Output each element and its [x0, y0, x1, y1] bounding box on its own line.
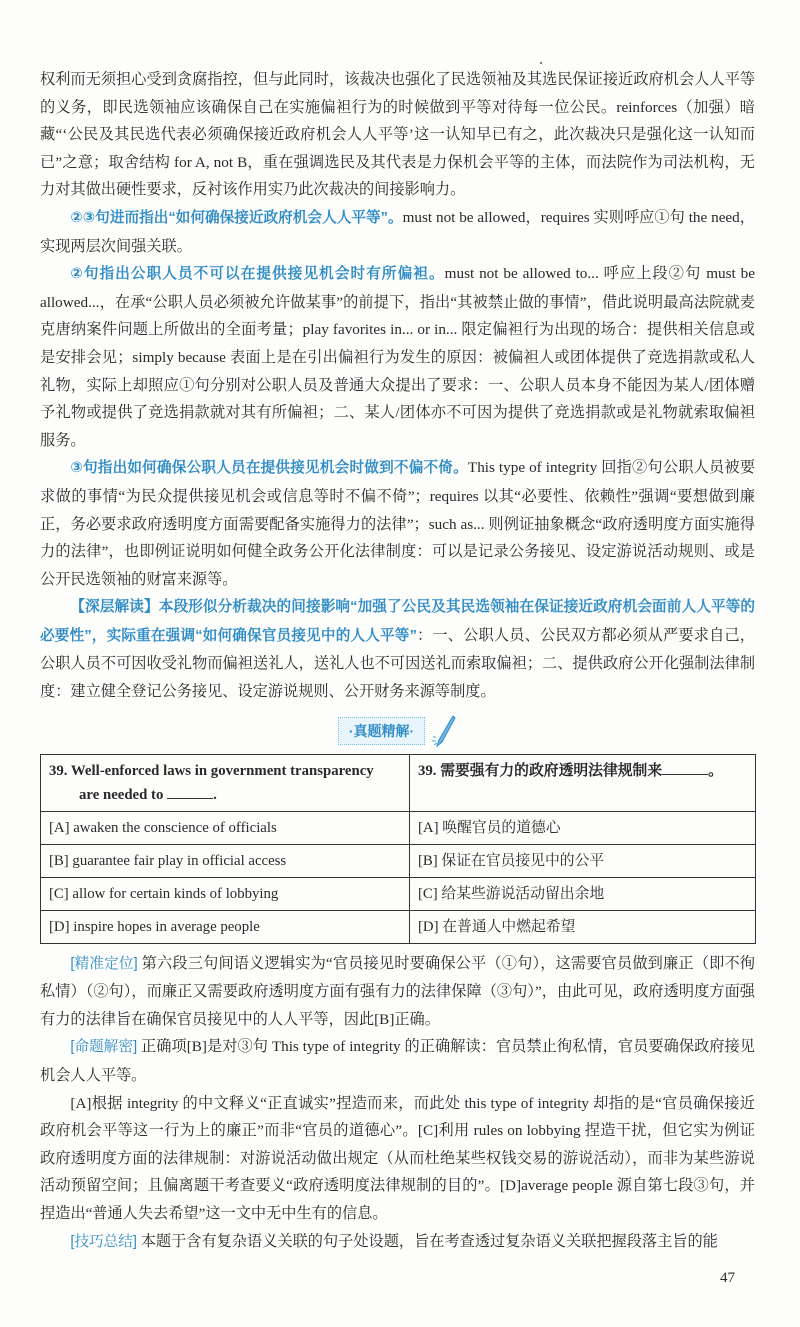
option-a-zh: [A] 唤醒官员的道德心: [410, 811, 756, 844]
table-row: [41, 844, 756, 877]
table-row: [41, 877, 756, 910]
skill-summary-tag: [技巧总结]: [70, 1233, 137, 1250]
paragraph-1: 权利而无须担心受到贪腐指控，但与此同时，该裁决也强化了民选领袖及其选民保证接近政府机会人人平等的义务，即民选领袖应该确保自己在实施偏袒行为的时候做到平等对待每一位公民。reinforces（加强）暗藏“‘公民及其民选代表必须确保接近政府机会人人平等’这一认知早已有之，此次裁决只是强化这一认知而已”之意；取舍结构 for A, not B，重在强调选民及其代表是力保机会平等的主体，而法院作为司法机构，无力对其做出硬性要求，反衬该作用实乃此次裁决的间接影响力。: [40, 71, 755, 199]
option-b-en: [B] guarantee fair play in official access: [41, 844, 410, 877]
precise-location: [40, 950, 755, 1034]
question-decode-tag: [命题解密]: [70, 1039, 138, 1056]
distractor-analysis: [A]根据 integrity 的中文释义“正直诚实”捏造而来，而此处 this type of integrity 却指的是“官员确保接近政府机会平等这一行为上的廉正”而非“官员的道德心”。[C]利用 rules on lobbying 捏造干扰，但它实为例证政府透明度方面的法律规制：对游说活动做出规定（从而杜绝某些权钱交易的游说活动），而非为某些游说活动预留空间；且偏离题干考查要义“政府透明度法律规制的目的”。[D]average people 源自第七段③句，并捏造出“普通人失去希望”这一文中无中生有的信息。: [40, 1094, 755, 1222]
option-d-zh: [D] 在普通人中燃起希望: [410, 910, 756, 943]
deep-reading-paragraph: [40, 593, 755, 705]
precise-location-body: 第六段三句间语义逻辑实为“官员接见时要确保公平（①句），这需要官员做到廉正（即不徇私情）（②句），而廉正又需要政府透明度方面有强有力的法律保障（③句）”，由此可见，政府透明度方面强有力的法律旨在确保官员接见中的人人平等，因此[B]正确。: [40, 954, 755, 1028]
question-en-end: .: [213, 786, 217, 803]
paragraph-4-lead: ③句指出如何确保公职人员在提供接见机会时做到不偏不倚。: [70, 460, 468, 477]
table-row: [41, 811, 756, 844]
paragraph-3: [40, 260, 755, 454]
deep-reading-lead: 【深层解读】本段形似分析裁决的间接影响“加强了公民及其民选领袖在保证接近政府机会面前人人平等的必要性”，实际重在强调“如何确保官员接见中的人人平等”: [40, 599, 755, 644]
table-row: [41, 910, 756, 943]
paragraph-4: [40, 454, 755, 593]
question-zh-end: 。: [708, 762, 723, 779]
question-decode: [40, 1033, 755, 1089]
pen-icon: [431, 714, 457, 748]
page-number: 47: [720, 1270, 735, 1287]
analysis-upper: [40, 66, 755, 706]
skill-summary: [40, 1228, 755, 1257]
question-en-line-2: are needed to: [79, 786, 164, 803]
option-c-en: [C] allow for certain kinds of lobbying: [41, 877, 410, 910]
section-header: [40, 714, 755, 748]
paragraph-2-lead: ②③句进而指出“如何确保接近政府机会人人平等”。: [70, 209, 403, 226]
question-table: [40, 754, 756, 944]
answer-blank: [662, 760, 708, 775]
question-zh-text: 39. 需要强有力的政府透明法律规制来: [418, 762, 663, 779]
answer-analysis: [40, 950, 755, 1257]
option-a-en: [A] awaken the conscience of officials: [41, 811, 410, 844]
option-c-zh: [C] 给某些游说活动留出余地: [410, 877, 756, 910]
paragraph-2-body: must not be allowed，requires 实则呼应①句 the need，实现两层次间强关联。: [40, 208, 755, 255]
option-b-zh: [B] 保证在官员接见中的公平: [410, 844, 756, 877]
paragraph-3-lead: ②句指出公职人员不可以在提供接见机会时有所偏袒。: [70, 266, 445, 283]
question-zh: [410, 754, 756, 811]
precise-location-tag: [精准定位]: [70, 955, 138, 972]
paragraph-3-body: must not be allowed to... 呼应上段②句 must be allowed...，在承“公职人员必须被允许做某事”的前提下，指出“其被禁止做的事情”，借此说明最高法院就麦克唐纳案件问题上所做出的全面考量；play favorites in... or in... 限定偏袒行为出现的场合：提供相关信息或是安排会见；simply because 表面上是在引出偏袒行为发生的原因：被偏袒人或团体提供了竞选捐款或私人礼物，实际上却照应①句分别对公职人员及普通大众提出了要求：一、公职人员本身不能因为某人/团体赠予礼物或提供了竞选捐款就对其有所偏袒；二、某人/团体亦不可因为提供了竞选捐款或是礼物就索取偏袒服务。: [40, 265, 756, 449]
answer-blank: [167, 784, 213, 799]
question-en: [41, 754, 410, 811]
skill-summary-body: 本题于含有复杂语义关联的句子处设题，旨在考查透过复杂语义关联把握段落主旨的能: [136, 1232, 718, 1250]
paragraph-4-body: This type of integrity 回指②句公职人员被要求做的事情“为民众提供接见机会或信息等时不偏不倚”；requires 以其“必要性、依赖性”强调“要想做到廉正，务必要求政府透明度方面需要配备实施得力的法律”；such as... 则例证抽象概念“政府透明度方面实施得力的法律”，也即例证说明如何健全政务公开化法律制度：可以是记录公务接见、设定游说活动规则、或是公开民选领袖的财富来源等。: [40, 459, 756, 588]
deep-reading-body: ：一、公职人员、公民双方都必须从严要求自己，公职人员不可因收受礼物而偏袒送礼人，送礼人也不可因送礼而索取偏袒；二、提供政府公开化强制法律制度：建立健全登记公务接见、设定游说规则、公开财务来源等制度。: [40, 626, 755, 701]
table-row: [41, 754, 756, 811]
question-en-line-1: 39. Well-enforced laws in government transparency: [49, 762, 374, 779]
section-title: ·真题精解·: [338, 717, 425, 745]
paragraph-2: [40, 204, 755, 260]
question-decode-body: 正确项[B]是对③句 This type of integrity 的正确解读：官员禁止徇私情，官员要确保政府接见机会人人平等。: [40, 1038, 755, 1085]
option-d-en: [D] inspire hopes in average people: [41, 910, 410, 943]
